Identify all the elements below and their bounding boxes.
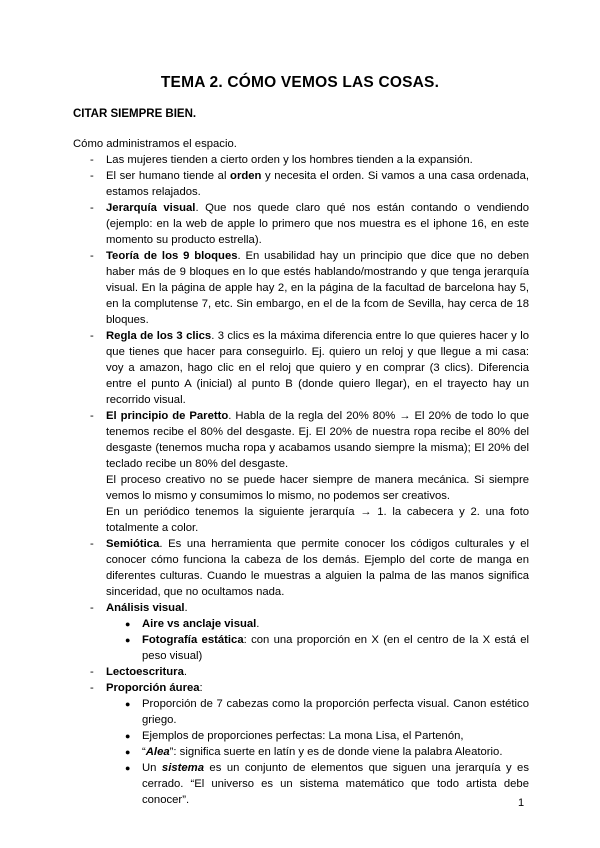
item-text: . bbox=[183, 666, 187, 678]
item-term: Proporción áurea bbox=[106, 682, 200, 694]
sub-list-item bbox=[106, 632, 529, 664]
item-term: Semiótica bbox=[106, 538, 160, 550]
item-text: : con una proporción en X (en el centro de la X está el peso visual) bbox=[142, 634, 529, 662]
list-item bbox=[73, 600, 529, 664]
item-term: Regla de los 3 clics bbox=[106, 330, 212, 342]
item-term: Aire vs anclaje visual bbox=[142, 618, 257, 630]
sub-list bbox=[106, 616, 529, 664]
item-term: sistema bbox=[161, 762, 204, 774]
item-text: El ser humano tiende al bbox=[106, 170, 231, 182]
item-text: . bbox=[256, 618, 260, 630]
item-text: Proporción de 7 cabezas como la proporción perfecta visual. Canon estético griego. bbox=[142, 698, 529, 726]
section-subtitle: CITAR SIEMPRE BIEN. bbox=[73, 108, 197, 120]
list-item bbox=[73, 152, 529, 168]
list-item bbox=[73, 328, 529, 408]
item-term: Análisis visual bbox=[106, 602, 185, 614]
item-text: : bbox=[199, 682, 203, 694]
list-item bbox=[73, 408, 529, 536]
sub-list bbox=[106, 696, 529, 808]
item-paragraph: El proceso creativo no se puede hacer siempre de manera mecánica. Si siempre vemos lo mismo y consumimos lo mismo, no podemos ser creativos. bbox=[106, 474, 529, 502]
item-term: Lectoescritura bbox=[106, 666, 184, 678]
item-text: . 3 clics es la máxima diferencia entre lo que quieres hacer y lo que tienes que hacer para conseguirlo. Ej. quiero un reloj y que llegue a mi casa: voy a amazon, hago clic en el reloj que quiero y en comprar (3 clics). Diferencia entre el punto A (inicial) al punto B (donde quiero llegar), en el trayecto hay un recorrido visual. bbox=[106, 330, 529, 406]
item-text: “ bbox=[142, 746, 146, 758]
list-item bbox=[73, 664, 529, 680]
sub-list-item bbox=[106, 760, 529, 808]
item-term: Jerarquía visual bbox=[106, 202, 196, 214]
item-term: Alea bbox=[145, 746, 170, 758]
item-text: Un bbox=[142, 762, 162, 774]
item-term: orden bbox=[230, 170, 262, 182]
document-body bbox=[73, 136, 529, 808]
item-text: . bbox=[184, 602, 188, 614]
sub-list-item bbox=[106, 744, 529, 760]
item-text: Las mujeres tienden a cierto orden y los hombres tienden a la expansión. bbox=[106, 154, 473, 166]
item-text: . En usabilidad hay un principio que dice que no deben haber más de 9 bloques en lo que estés hablando/mostrando y que tenga jerarquía visual. En la página de apple hay 2, en la página de la facultad de barcelona hay 5, en la complutense 7, etc. Sin embargo, en el de la fcom de Sevilla, hay cerca de 18 bloques. bbox=[106, 250, 530, 326]
list-item bbox=[73, 680, 529, 808]
sub-list-item bbox=[106, 728, 529, 744]
page-title: TEMA 2. CÓMO VEMOS LAS COSAS. bbox=[160, 74, 440, 91]
page-number: 1 bbox=[518, 797, 525, 809]
item-paragraph: En un periódico tenemos la siguiente jerarquía → 1. la cabecera y 2. una foto totalmente a color. bbox=[106, 506, 529, 534]
item-term: Teoría de los 9 bloques bbox=[106, 250, 238, 262]
list-item bbox=[73, 200, 529, 248]
item-text: . Habla de la regla del 20% 80% → El 20% de todo lo que tenemos recibe el 80% del desgaste. Ej. El 20% de nuestra ropa recibe el 80% del desgaste (tenemos mucha ropa y acabamos usando siempre la misma); El 20% del teclado recibe un 80% del desgaste. bbox=[106, 410, 529, 470]
list-item bbox=[73, 248, 529, 328]
item-text: . Es una herramienta que permite conocer los códigos culturales y el conocer cómo funciona la cabeza de los demás. Ejemplo del corte de manga en diferentes culturas. Cuando le muestras a alguien la palma de las manos significa sinceridad, que no ocultamos nada. bbox=[106, 538, 529, 598]
item-text: Ejemplos de proporciones perfectas: La mona Lisa, el Partenón, bbox=[142, 730, 464, 742]
item-term: Fotografía estática bbox=[142, 634, 244, 646]
sub-list-item bbox=[106, 616, 529, 632]
item-term: El principio de Paretto bbox=[106, 410, 229, 422]
main-list bbox=[73, 152, 529, 808]
item-text: es un conjunto de elementos que siguen una jerarquía y es cerrado. “El universo es un sistema matemático que todo artista debe conocer”. bbox=[142, 762, 529, 806]
item-text: y necesita el orden. Si vamos a una casa ordenada, estamos relajados. bbox=[106, 170, 529, 198]
sub-list-item bbox=[106, 696, 529, 728]
item-text: ”: significa suerte en latín y es de donde viene la palabra Aleatorio. bbox=[169, 746, 503, 758]
item-text: . Que nos quede claro qué nos están contando o vendiendo (ejemplo: en la web de apple lo primero que nos muestra es el iphone 16, en este momento su producto estrella). bbox=[106, 202, 530, 246]
list-item bbox=[73, 536, 529, 600]
intro-paragraph: Cómo administramos el espacio. bbox=[73, 138, 237, 150]
list-item bbox=[73, 168, 529, 200]
